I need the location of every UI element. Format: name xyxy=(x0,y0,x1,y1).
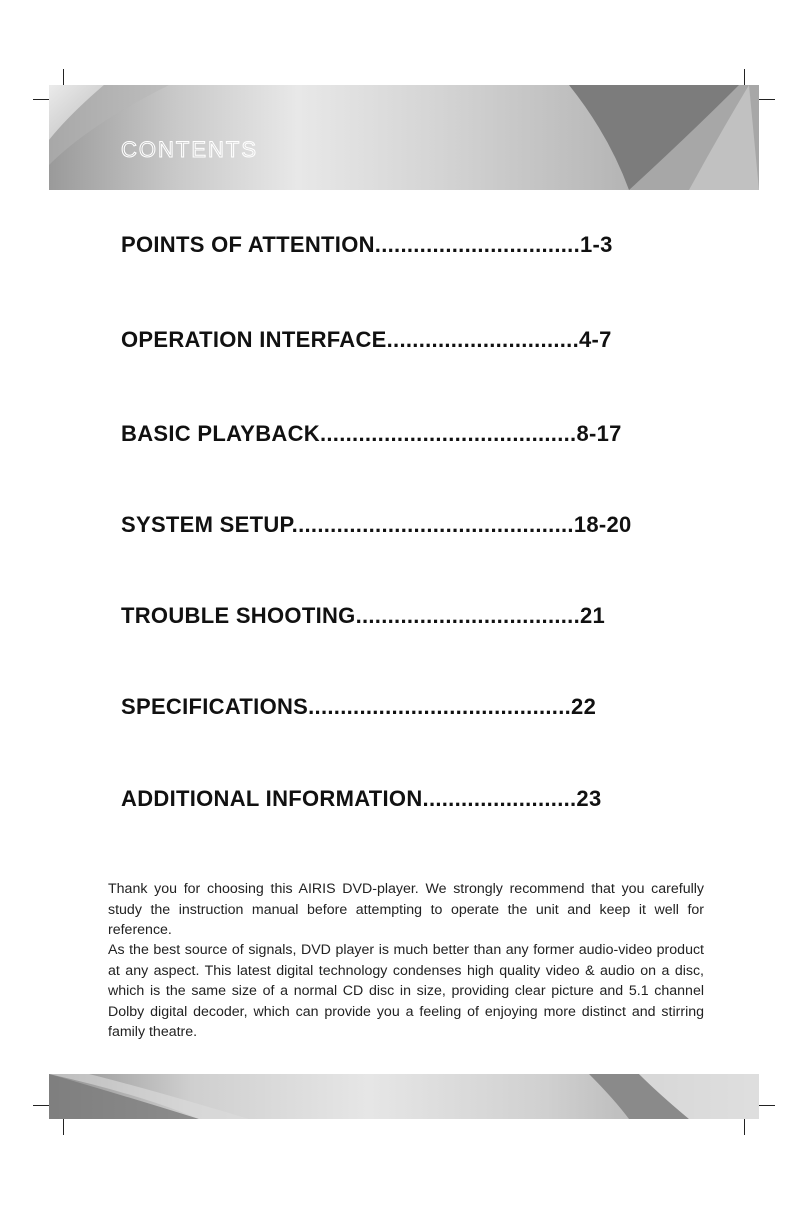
page-title: CONTENTS xyxy=(121,137,258,162)
intro-paragraph-2: As the best source of signals, DVD player is much better than any former audio-video product at any aspect. This latest digital technology condenses high quality video & audio on a disc, which is the same size of a normal CD disc in size, providing clear picture and 5.1 channel Dolby digital decoder, which can provide you a feeling of enjoying more distinct and stirring family theatre. xyxy=(108,942,704,1040)
toc-entry-additional-information[interactable]: ADDITIONAL INFORMATION........................23 xyxy=(121,786,602,811)
footer-band xyxy=(49,1074,759,1119)
footer-decoration xyxy=(49,1074,759,1119)
toc-entry-operation-interface[interactable]: OPERATION INTERFACE..............................4-7 xyxy=(121,327,612,352)
toc-entry-trouble-shooting[interactable]: TROUBLE SHOOTING...................................21 xyxy=(121,603,606,628)
toc-entry-specifications[interactable]: SPECIFICATIONS.........................................22 xyxy=(121,694,597,719)
header-band xyxy=(49,85,759,190)
toc-entry-points-of-attention[interactable]: POINTS OF ATTENTION................................1-3 xyxy=(121,232,613,257)
intro-paragraph-1: Thank you for choosing this AIRIS DVD-player. We strongly recommend that you carefully study the instruction manual before attempting to operate the unit and keep it well for reference. xyxy=(108,881,704,938)
toc-entry-system-setup[interactable]: SYSTEM SETUP............................................18-20 xyxy=(121,512,632,537)
toc-entry-basic-playback[interactable]: BASIC PLAYBACK........................................8-17 xyxy=(121,421,622,446)
